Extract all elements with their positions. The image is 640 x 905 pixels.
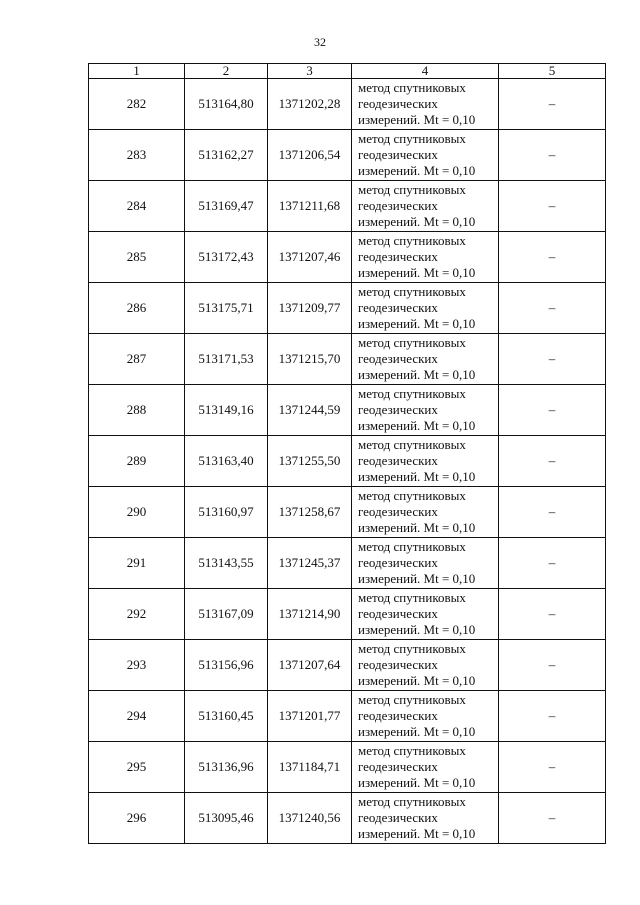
method-text-line2: геодезических (358, 402, 438, 417)
table-body (89, 79, 606, 844)
column5-cell: – (499, 436, 606, 487)
x-coordinate-cell: 513167,09 (185, 589, 268, 640)
method-text-line3: измерений. Mt = 0,10 (358, 163, 476, 178)
y-coordinate-cell: 1371215,70 (268, 334, 352, 385)
table-row (89, 283, 606, 334)
point-number-cell: 288 (89, 385, 185, 436)
x-coordinate-cell: 513149,16 (185, 385, 268, 436)
point-number-cell: 294 (89, 691, 185, 742)
method-text-line2: геодезических (358, 96, 438, 111)
table-row (89, 793, 606, 844)
table-row (89, 79, 606, 130)
table-header (89, 64, 606, 79)
point-number-cell: 296 (89, 793, 185, 844)
table-row (89, 436, 606, 487)
y-coordinate-cell: 1371255,50 (268, 436, 352, 487)
point-number-cell: 295 (89, 742, 185, 793)
method-text-line3: измерений. Mt = 0,10 (358, 673, 476, 688)
method-cell (352, 385, 499, 436)
header-row (89, 64, 606, 79)
method-text-line2: геодезических (358, 810, 438, 825)
method-cell (352, 793, 499, 844)
point-number-cell: 282 (89, 79, 185, 130)
method-cell (352, 538, 499, 589)
method-text-line1: метод спутниковых (358, 590, 466, 605)
column5-cell: – (499, 742, 606, 793)
column5-cell: – (499, 691, 606, 742)
table-row (89, 130, 606, 181)
column5-cell: – (499, 640, 606, 691)
point-number-cell: 290 (89, 487, 185, 538)
method-text-line1: метод спутниковых (358, 386, 466, 401)
method-text-line3: измерений. Mt = 0,10 (358, 724, 476, 739)
y-coordinate-cell: 1371209,77 (268, 283, 352, 334)
method-cell (352, 436, 499, 487)
column5-cell: – (499, 283, 606, 334)
method-cell (352, 742, 499, 793)
point-number-cell: 293 (89, 640, 185, 691)
method-text-line3: измерений. Mt = 0,10 (358, 622, 476, 637)
method-text-line3: измерений. Mt = 0,10 (358, 316, 476, 331)
table-row (89, 181, 606, 232)
method-cell (352, 334, 499, 385)
table-row (89, 538, 606, 589)
method-text-line3: измерений. Mt = 0,10 (358, 367, 476, 382)
method-text-line1: метод спутниковых (358, 743, 466, 758)
x-coordinate-cell: 513171,53 (185, 334, 268, 385)
column5-cell: – (499, 232, 606, 283)
method-text-line3: измерений. Mt = 0,10 (358, 826, 476, 841)
method-cell (352, 487, 499, 538)
y-coordinate-cell: 1371201,77 (268, 691, 352, 742)
method-text-line1: метод спутниковых (358, 233, 466, 248)
table-row (89, 589, 606, 640)
column5-cell: – (499, 589, 606, 640)
page-number: 32 (314, 35, 326, 49)
method-text-line1: метод спутниковых (358, 335, 466, 350)
method-cell (352, 130, 499, 181)
method-text-line1: метод спутниковых (358, 794, 466, 809)
x-coordinate-cell: 513160,97 (185, 487, 268, 538)
method-text-line3: измерений. Mt = 0,10 (358, 214, 476, 229)
x-coordinate-cell: 513175,71 (185, 283, 268, 334)
method-text-line2: геодезических (358, 249, 438, 264)
y-coordinate-cell: 1371207,46 (268, 232, 352, 283)
method-text-line1: метод спутниковых (358, 437, 466, 452)
method-text-line3: измерений. Mt = 0,10 (358, 112, 476, 127)
table-row (89, 640, 606, 691)
coordinates-table (88, 63, 606, 844)
method-text-line2: геодезических (358, 198, 438, 213)
table-row (89, 691, 606, 742)
method-text-line2: геодезических (358, 453, 438, 468)
point-number-cell: 283 (89, 130, 185, 181)
method-text-line1: метод спутниковых (358, 692, 466, 707)
method-text-line2: геодезических (358, 504, 438, 519)
table-row (89, 742, 606, 793)
method-cell (352, 691, 499, 742)
point-number-cell: 289 (89, 436, 185, 487)
method-text-line3: измерений. Mt = 0,10 (358, 571, 476, 586)
x-coordinate-cell: 513169,47 (185, 181, 268, 232)
method-text-line1: метод спутниковых (358, 182, 466, 197)
x-coordinate-cell: 513095,46 (185, 793, 268, 844)
x-coordinate-cell: 513164,80 (185, 79, 268, 130)
method-text-line1: метод спутниковых (358, 131, 466, 146)
point-number-cell: 287 (89, 334, 185, 385)
method-text-line2: геодезических (358, 147, 438, 162)
method-text-line3: измерений. Mt = 0,10 (358, 418, 476, 433)
column-header-1: 1 (89, 64, 185, 79)
x-coordinate-cell: 513162,27 (185, 130, 268, 181)
y-coordinate-cell: 1371211,68 (268, 181, 352, 232)
column5-cell: – (499, 130, 606, 181)
column5-cell: – (499, 538, 606, 589)
column5-cell: – (499, 181, 606, 232)
x-coordinate-cell: 513156,96 (185, 640, 268, 691)
method-text-line2: геодезических (358, 708, 438, 723)
point-number-cell: 292 (89, 589, 185, 640)
table-row (89, 232, 606, 283)
table-row (89, 487, 606, 538)
method-cell (352, 181, 499, 232)
column-header-3: 3 (268, 64, 352, 79)
point-number-cell: 286 (89, 283, 185, 334)
table-row (89, 385, 606, 436)
column5-cell: – (499, 79, 606, 130)
y-coordinate-cell: 1371202,28 (268, 79, 352, 130)
y-coordinate-cell: 1371244,59 (268, 385, 352, 436)
method-text-line3: измерений. Mt = 0,10 (358, 520, 476, 535)
method-cell (352, 283, 499, 334)
x-coordinate-cell: 513143,55 (185, 538, 268, 589)
column5-cell: – (499, 385, 606, 436)
y-coordinate-cell: 1371184,71 (268, 742, 352, 793)
method-text-line1: метод спутниковых (358, 539, 466, 554)
method-text-line2: геодезических (358, 759, 438, 774)
column-header-5: 5 (499, 64, 606, 79)
column5-cell: – (499, 487, 606, 538)
y-coordinate-cell: 1371240,56 (268, 793, 352, 844)
method-text-line1: метод спутниковых (358, 641, 466, 656)
method-text-line2: геодезических (358, 300, 438, 315)
y-coordinate-cell: 1371206,54 (268, 130, 352, 181)
column-header-4: 4 (352, 64, 499, 79)
method-cell (352, 79, 499, 130)
method-text-line3: измерений. Mt = 0,10 (358, 265, 476, 280)
x-coordinate-cell: 513172,43 (185, 232, 268, 283)
method-text-line3: измерений. Mt = 0,10 (358, 469, 476, 484)
y-coordinate-cell: 1371214,90 (268, 589, 352, 640)
y-coordinate-cell: 1371258,67 (268, 487, 352, 538)
method-text-line1: метод спутниковых (358, 284, 466, 299)
method-cell (352, 232, 499, 283)
point-number-cell: 291 (89, 538, 185, 589)
method-text-line1: метод спутниковых (358, 80, 466, 95)
y-coordinate-cell: 1371245,37 (268, 538, 352, 589)
method-text-line2: геодезических (358, 657, 438, 672)
table-row (89, 334, 606, 385)
y-coordinate-cell: 1371207,64 (268, 640, 352, 691)
column5-cell: – (499, 793, 606, 844)
x-coordinate-cell: 513136,96 (185, 742, 268, 793)
column5-cell: – (499, 334, 606, 385)
x-coordinate-cell: 513160,45 (185, 691, 268, 742)
x-coordinate-cell: 513163,40 (185, 436, 268, 487)
method-text-line2: геодезических (358, 555, 438, 570)
point-number-cell: 284 (89, 181, 185, 232)
method-cell (352, 640, 499, 691)
method-cell (352, 589, 499, 640)
method-text-line1: метод спутниковых (358, 488, 466, 503)
point-number-cell: 285 (89, 232, 185, 283)
method-text-line3: измерений. Mt = 0,10 (358, 775, 476, 790)
method-text-line2: геодезических (358, 606, 438, 621)
method-text-line2: геодезических (358, 351, 438, 366)
column-header-2: 2 (185, 64, 268, 79)
